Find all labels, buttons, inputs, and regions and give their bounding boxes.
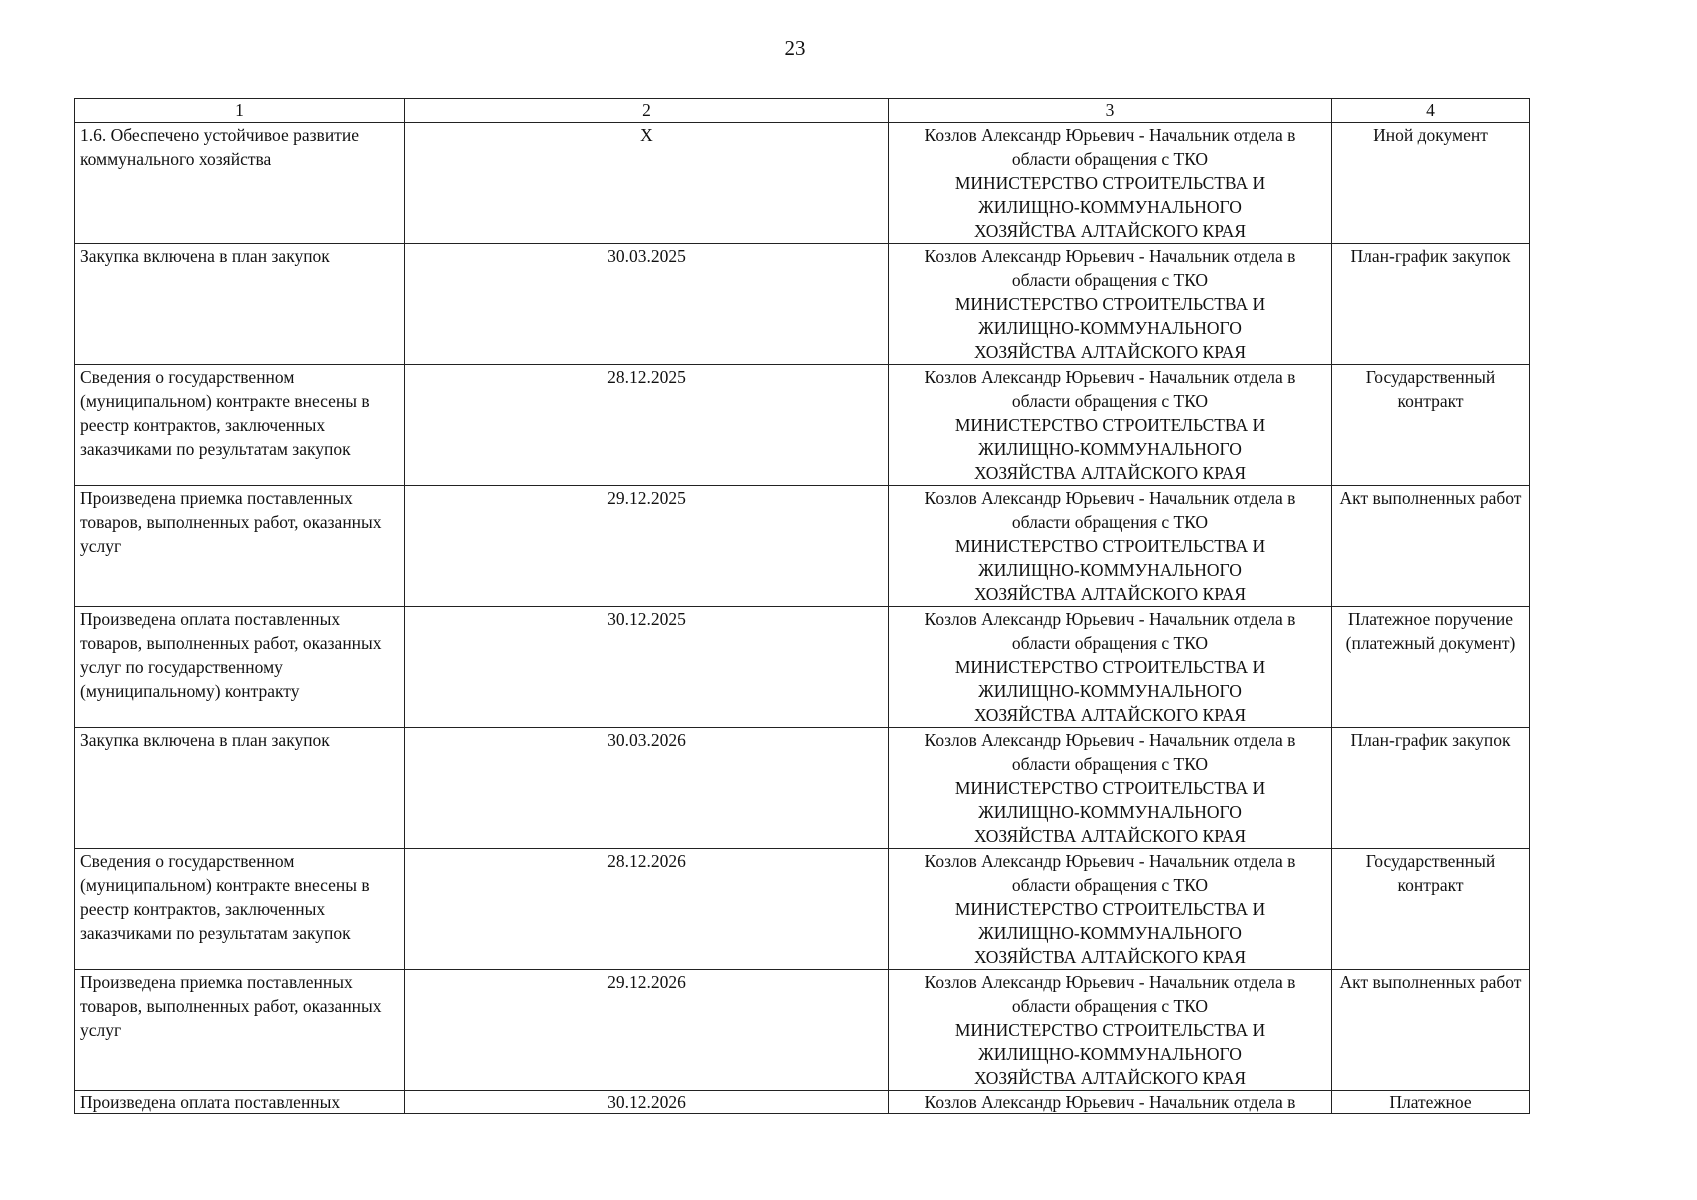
date-cell: 29.12.2026: [405, 970, 889, 1091]
responsible-person-cell: [889, 728, 1332, 849]
responsible-line: ЖИЛИЩНО-КОММУНАЛЬНОГО: [978, 923, 1242, 943]
document-type-cell: Иной документ: [1332, 123, 1530, 244]
responsible-line: МИНИСТЕРСТВО СТРОИТЕЛЬСТВА И: [954, 657, 1266, 677]
responsible-person-cell: [889, 607, 1332, 728]
date-cell: 29.12.2025: [405, 486, 889, 607]
responsible-person-cell: [889, 1091, 1332, 1114]
responsible-person-cell: [889, 970, 1332, 1091]
responsible-line: ЖИЛИЩНО-КОММУНАЛЬНОГО: [978, 439, 1242, 459]
table-row: [75, 849, 1530, 970]
document-type-cell: План-график закупок: [1332, 244, 1530, 365]
responsible-person-cell: [889, 244, 1332, 365]
date-cell: 30.12.2026: [405, 1091, 889, 1114]
date-cell: 30.03.2026: [405, 728, 889, 849]
responsible-person-cell: [889, 849, 1332, 970]
responsible-line: ХОЗЯЙСТВА АЛТАЙСКОГО КРАЯ: [973, 947, 1247, 967]
responsible-line: ЖИЛИЩНО-КОММУНАЛЬНОГО: [978, 318, 1242, 338]
responsible-line: ЖИЛИЩНО-КОММУНАЛЬНОГО: [978, 681, 1242, 701]
date-cell: X: [405, 123, 889, 244]
document-type-cell: Платежное: [1332, 1091, 1530, 1114]
date-cell: 28.12.2025: [405, 365, 889, 486]
event-description-cell: Произведена приемка поставленных товаров, выполненных работ, оказанных услуг: [75, 486, 405, 607]
column-header-4: 4: [1332, 99, 1530, 123]
responsible-line: Козлов Александр Юрьевич - Начальник отдела в: [924, 1092, 1296, 1112]
event-description-cell: 1.6. Обеспечено устойчивое развитие коммунального хозяйства: [75, 123, 405, 244]
page-number: 23: [784, 36, 806, 60]
table-row: [75, 970, 1530, 1091]
event-description-cell: Произведена приемка поставленных товаров, выполненных работ, оказанных услуг: [75, 970, 405, 1091]
responsible-line: области обращения с ТКО: [1011, 391, 1209, 411]
document-type-cell: Акт выполненных работ: [1332, 486, 1530, 607]
date-cell: 28.12.2026: [405, 849, 889, 970]
responsible-line: ХОЗЯЙСТВА АЛТАЙСКОГО КРАЯ: [973, 463, 1247, 483]
date-cell: 30.03.2025: [405, 244, 889, 365]
column-header-3: 3: [889, 99, 1332, 123]
responsible-line: ЖИЛИЩНО-КОММУНАЛЬНОГО: [978, 560, 1242, 580]
table-row: [75, 486, 1530, 607]
responsible-line: ХОЗЯЙСТВА АЛТАЙСКОГО КРАЯ: [973, 1068, 1247, 1088]
responsible-line: области обращения с ТКО: [1011, 754, 1209, 774]
table-row: [75, 728, 1530, 849]
responsible-line: МИНИСТЕРСТВО СТРОИТЕЛЬСТВА И: [954, 536, 1266, 556]
event-description-cell: Сведения о государственном (муниципальном) контракте внесены в реестр контрактов, заключенных заказчиками по результатам закупок: [75, 365, 405, 486]
responsible-line: Козлов Александр Юрьевич - Начальник отдела в: [924, 851, 1296, 871]
table-row: [75, 123, 1530, 244]
document-table: [74, 98, 1530, 1114]
responsible-line: МИНИСТЕРСТВО СТРОИТЕЛЬСТВА И: [954, 173, 1266, 193]
responsible-person-cell: [889, 486, 1332, 607]
responsible-line: ХОЗЯЙСТВА АЛТАЙСКОГО КРАЯ: [973, 705, 1247, 725]
date-cell: 30.12.2025: [405, 607, 889, 728]
responsible-line: ХОЗЯЙСТВА АЛТАЙСКОГО КРАЯ: [973, 826, 1247, 846]
document-type-cell: Акт выполненных работ: [1332, 970, 1530, 1091]
event-description-cell: Произведена оплата поставленных товаров, выполненных работ, оказанных услуг по государственному (муниципальному) контракту: [75, 607, 405, 728]
responsible-line: ЖИЛИЩНО-КОММУНАЛЬНОГО: [978, 197, 1242, 217]
responsible-person-cell: [889, 365, 1332, 486]
responsible-line: ХОЗЯЙСТВА АЛТАЙСКОГО КРАЯ: [973, 221, 1247, 241]
table-row: [75, 607, 1530, 728]
responsible-line: Козлов Александр Юрьевич - Начальник отдела в: [924, 972, 1296, 992]
table-row: [75, 244, 1530, 365]
responsible-line: МИНИСТЕРСТВО СТРОИТЕЛЬСТВА И: [954, 778, 1266, 798]
responsible-line: области обращения с ТКО: [1011, 633, 1209, 653]
responsible-line: области обращения с ТКО: [1011, 875, 1209, 895]
responsible-person-cell: [889, 123, 1332, 244]
responsible-line: Козлов Александр Юрьевич - Начальник отдела в: [924, 609, 1296, 629]
responsible-line: МИНИСТЕРСТВО СТРОИТЕЛЬСТВА И: [954, 415, 1266, 435]
responsible-line: области обращения с ТКО: [1011, 996, 1209, 1016]
document-type-cell: Государственный контракт: [1332, 849, 1530, 970]
document-type-cell: Платежное поручение (платежный документ): [1332, 607, 1530, 728]
table-header-row: [75, 99, 1530, 123]
event-description-cell: Закупка включена в план закупок: [75, 244, 405, 365]
responsible-line: Козлов Александр Юрьевич - Начальник отдела в: [924, 125, 1296, 145]
event-description-cell: Произведена оплата поставленных: [75, 1091, 405, 1114]
event-description-cell: Закупка включена в план закупок: [75, 728, 405, 849]
responsible-line: области обращения с ТКО: [1011, 149, 1209, 169]
table-row: [75, 1091, 1530, 1114]
responsible-line: Козлов Александр Юрьевич - Начальник отдела в: [924, 488, 1296, 508]
responsible-line: Козлов Александр Юрьевич - Начальник отдела в: [924, 246, 1296, 266]
table-body: [75, 123, 1530, 1114]
responsible-line: ЖИЛИЩНО-КОММУНАЛЬНОГО: [978, 1044, 1242, 1064]
responsible-line: ЖИЛИЩНО-КОММУНАЛЬНОГО: [978, 802, 1242, 822]
responsible-line: МИНИСТЕРСТВО СТРОИТЕЛЬСТВА И: [954, 899, 1266, 919]
responsible-line: Козлов Александр Юрьевич - Начальник отдела в: [924, 730, 1296, 750]
responsible-line: ХОЗЯЙСТВА АЛТАЙСКОГО КРАЯ: [973, 584, 1247, 604]
responsible-line: Козлов Александр Юрьевич - Начальник отдела в: [924, 367, 1296, 387]
column-header-2: 2: [405, 99, 889, 123]
responsible-line: области обращения с ТКО: [1011, 512, 1209, 532]
responsible-line: ХОЗЯЙСТВА АЛТАЙСКОГО КРАЯ: [973, 342, 1247, 362]
table-row: [75, 365, 1530, 486]
responsible-line: МИНИСТЕРСТВО СТРОИТЕЛЬСТВА И: [954, 1020, 1266, 1040]
document-type-cell: Государственный контракт: [1332, 365, 1530, 486]
responsible-line: МИНИСТЕРСТВО СТРОИТЕЛЬСТВА И: [954, 294, 1266, 314]
document-type-cell: План-график закупок: [1332, 728, 1530, 849]
responsible-line: области обращения с ТКО: [1011, 270, 1209, 290]
event-description-cell: Сведения о государственном (муниципальном) контракте внесены в реестр контрактов, заключенных заказчиками по результатам закупок: [75, 849, 405, 970]
column-header-1: 1: [75, 99, 405, 123]
